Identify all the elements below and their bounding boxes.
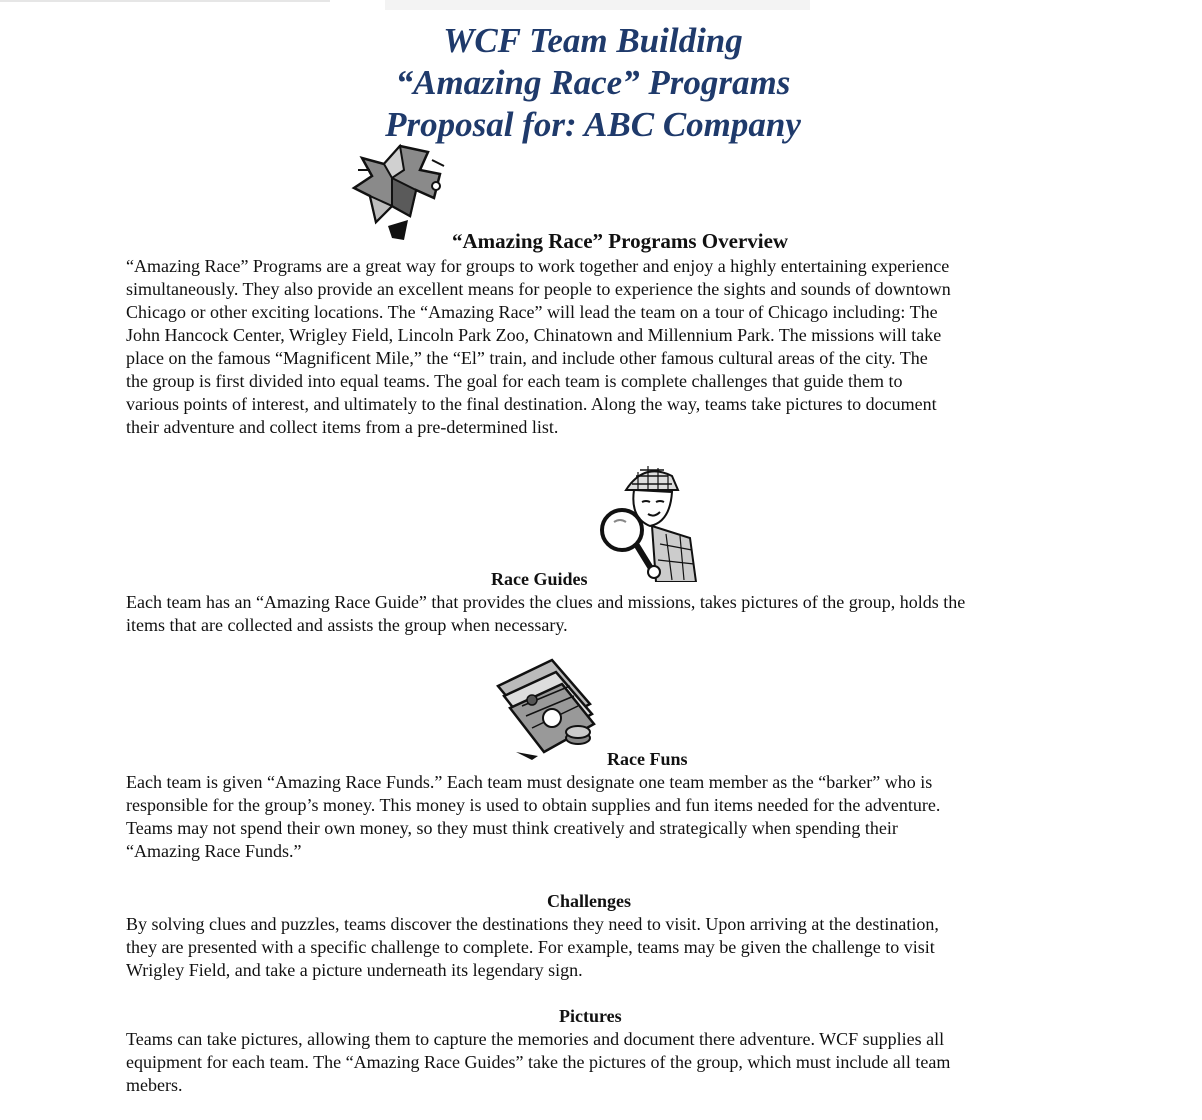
pictures-paragraph: [126, 1028, 1071, 1097]
title-line-3: Proposal for: ABC Company: [385, 105, 801, 144]
challenges-paragraph: [126, 913, 1071, 982]
paragraph-line: Wrigley Field, and take a picture underneath its legendary sign.: [126, 960, 583, 980]
paragraph-line: John Hancock Center, Wrigley Field, Lincoln Park Zoo, Chinatown and Millennium Park. The missions will take: [126, 325, 942, 345]
paragraph-line: Each team is given “Amazing Race Funds.” Each team must designate one team member as the “barker” who is: [126, 772, 933, 792]
race-funds-heading: Race Funs: [607, 749, 688, 769]
paragraph-line: equipment for each team. The “Amazing Race Guides” take the pictures of the group, which must include all team: [126, 1052, 951, 1072]
paragraph-line: items that are collected and assists the group when necessary.: [126, 615, 568, 635]
paragraph-line: simultaneously. They also provide an excellent means for people to experience the sights and sounds of downtown: [126, 279, 951, 299]
challenges-heading: Challenges: [547, 891, 632, 911]
money-stack-icon: [492, 656, 604, 760]
race-guides-paragraph: [126, 591, 1071, 637]
paragraph-line: place on the famous “Magnificent Mile,” the “El” train, and include other famous cultural areas of the city. The: [126, 348, 928, 368]
paragraph-line: the group is first divided into equal teams. The goal for each team is complete challenges that guide them to: [126, 371, 903, 391]
page-edge-line: [0, 0, 330, 2]
pictures-heading: Pictures: [559, 1006, 622, 1026]
overview-heading: “Amazing Race” Programs Overview: [452, 229, 789, 253]
title-line-2: “Amazing Race” Programs: [395, 63, 791, 102]
overview-paragraph: [126, 255, 1071, 439]
paragraph-line: By solving clues and puzzles, teams discover the destinations they need to visit. Upon arriving at the destination,: [126, 914, 939, 934]
race-guides-heading: Race Guides: [491, 569, 588, 589]
race-funds-paragraph: [126, 771, 1071, 863]
detective-magnifier-icon: [596, 460, 700, 582]
paragraph-line: mebers.: [126, 1075, 183, 1095]
paragraph-line: various points of interest, and ultimately to the final destination. Along the way, teams take pictures to document: [126, 394, 937, 414]
page-edge-shade: [385, 0, 810, 10]
paragraph-line: Chicago or other exciting locations. The “Amazing Race” will lead the team on a tour of Chicago including: The: [126, 302, 938, 322]
paragraph-line: Teams may not spend their own money, so they must think creatively and strategically when spending their: [126, 818, 898, 838]
paragraph-line: “Amazing Race Funds.”: [126, 841, 302, 861]
title-line-1: WCF Team Building: [443, 21, 743, 60]
paragraph-line: they are presented with a specific challenge to complete. For example, teams may be given the challenge to visit: [126, 937, 935, 957]
paragraph-line: “Amazing Race” Programs are a great way for groups to work together and enjoy a highly entertaining experience: [126, 256, 950, 276]
paragraph-line: Each team has an “Amazing Race Guide” that provides the clues and missions, takes pictures of the group, holds the: [126, 592, 966, 612]
paragraph-line: responsible for the group’s money. This money is used to obtain supplies and fun items needed for the adventure.: [126, 795, 941, 815]
puzzle-arrow-icon: [348, 140, 452, 244]
document-title: [0, 20, 1186, 146]
paragraph-line: their adventure and collect items from a pre-determined list.: [126, 417, 559, 437]
paragraph-line: Teams can take pictures, allowing them to capture the memories and document there adventure. WCF supplies all: [126, 1029, 945, 1049]
